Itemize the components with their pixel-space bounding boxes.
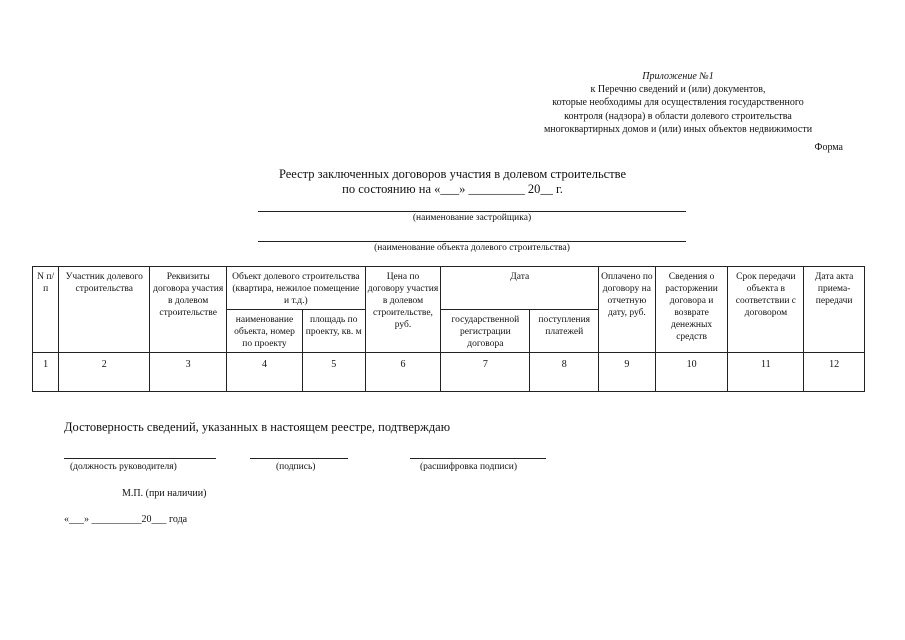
column-number: 9	[599, 353, 656, 392]
appendix-line: к Перечню сведений и (или) документов,	[590, 84, 766, 96]
header-transfer-term: Срок передачи объекта в соответствии с договором	[728, 267, 804, 353]
column-number: 2	[59, 353, 150, 392]
header-participant: Участник долевого строительства	[59, 267, 150, 353]
column-number: 8	[530, 353, 599, 392]
header-object-group: Объект долевого строительства (квартира, нежилое помещение и т.д.)	[227, 267, 366, 310]
header-date-registration: государственной регистрации договора	[441, 310, 530, 353]
appendix-line: которые необходимы для осуществления государственного	[552, 97, 804, 109]
position-signature-line	[64, 458, 216, 459]
column-number: 7	[441, 353, 530, 392]
confirmation-text: Достоверность сведений, указанных в настоящем реестре, подтверждаю	[64, 420, 451, 434]
column-number: 4	[227, 353, 303, 392]
column-number: 10	[655, 353, 728, 392]
header-act-date: Дата акта приема-передачи	[804, 267, 865, 353]
column-number: 12	[804, 353, 865, 392]
header-num: N п/п	[33, 267, 59, 353]
sign-caption: (подпись)	[276, 462, 316, 472]
title-line-1: Реестр заключенных договоров участия в долевом строительстве	[278, 167, 627, 181]
title-line-2: по состоянию на «___» _________ 20__ г.	[342, 182, 563, 196]
column-number: 11	[728, 353, 804, 392]
form-label: Форма	[814, 142, 843, 153]
column-number: 3	[150, 353, 227, 392]
header-date-group: Дата	[441, 267, 599, 310]
date-line: «___» __________20___ года	[64, 514, 188, 525]
object-caption: (наименование объекта долевого строительства)	[374, 243, 570, 253]
developer-name-line	[258, 211, 686, 212]
decoding-caption: (расшифровка подписи)	[420, 462, 517, 472]
appendix-line: контроля (надзора) в области долевого строительства	[564, 110, 792, 122]
position-caption: (должность руководителя)	[70, 462, 177, 472]
column-number-row	[33, 353, 865, 392]
column-number: 1	[33, 353, 59, 392]
registry-table	[32, 266, 865, 392]
appendix-block	[513, 70, 843, 136]
decoding-signature-line	[410, 458, 546, 459]
header-date-payments: поступления платежей	[530, 310, 599, 353]
object-name-line	[258, 241, 686, 242]
appendix-title: Приложение №1	[642, 71, 714, 82]
header-object-area: площадь по проекту, кв. м	[302, 310, 365, 353]
sign-signature-line	[250, 458, 348, 459]
header-paid: Оплачено по договору на отчетную дату, руб.	[599, 267, 656, 353]
header-price: Цена по договору участия в долевом строительстве, руб.	[365, 267, 441, 353]
header-contract: Реквизиты договора участия в долевом строительстве	[150, 267, 227, 353]
header-object-name: наименование объекта, номер по проекту	[227, 310, 303, 353]
header-termination: Сведения о расторжении договора и возврате денежных средств	[655, 267, 728, 353]
developer-caption: (наименование застройщика)	[412, 213, 532, 223]
column-number: 5	[302, 353, 365, 392]
document-title	[0, 167, 905, 197]
stamp-note: М.П. (при наличии)	[122, 488, 207, 499]
column-number: 6	[365, 353, 441, 392]
appendix-line: многоквартирных домов и (или) иных объектов недвижимости	[543, 123, 813, 135]
